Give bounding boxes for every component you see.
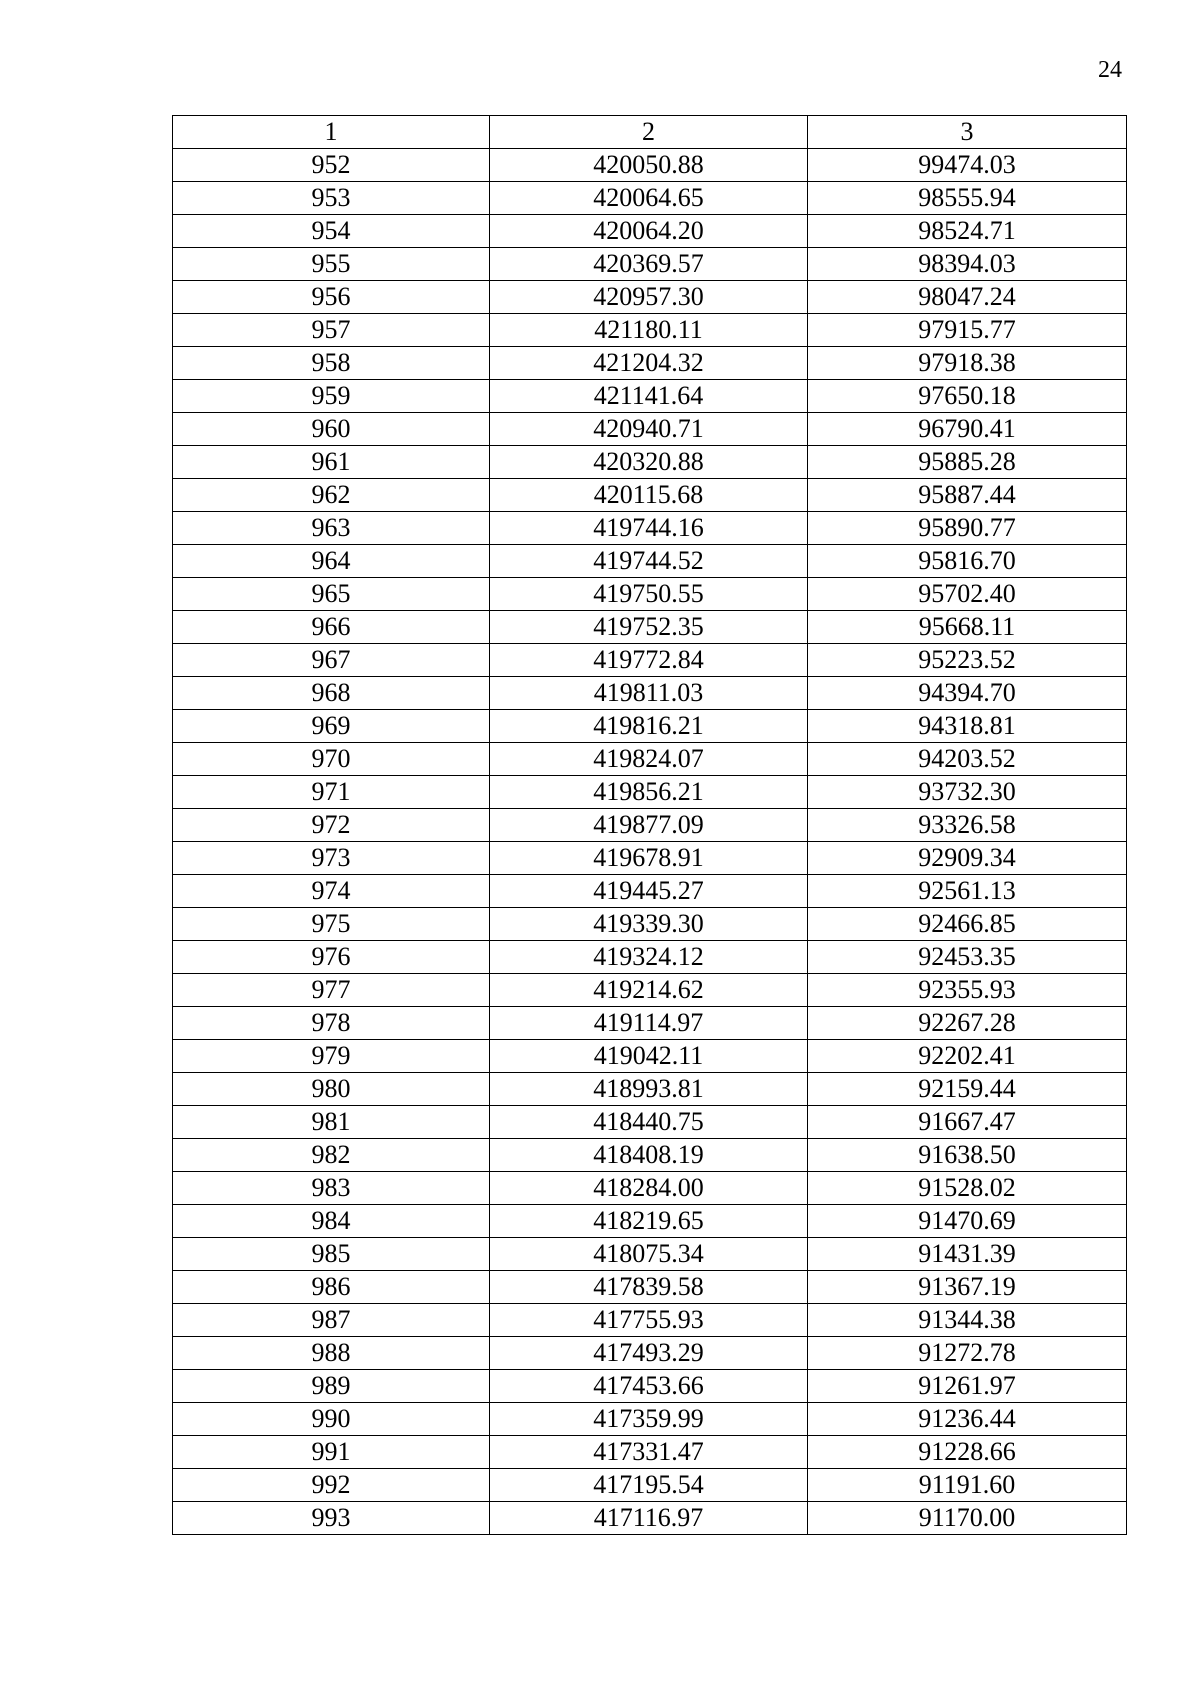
coordinate-x-cell: 419114.97 <box>490 1007 808 1040</box>
coordinate-x-cell: 420369.57 <box>490 248 808 281</box>
coordinate-x-cell: 417453.66 <box>490 1370 808 1403</box>
point-number-cell: 972 <box>173 809 490 842</box>
coordinate-x-cell: 419752.35 <box>490 611 808 644</box>
coordinate-x-cell: 419877.09 <box>490 809 808 842</box>
coordinate-y-cell: 94394.70 <box>808 677 1127 710</box>
coordinate-x-cell: 418219.65 <box>490 1205 808 1238</box>
point-number-cell: 968 <box>173 677 490 710</box>
point-number-cell: 973 <box>173 842 490 875</box>
coordinate-y-cell: 91431.39 <box>808 1238 1127 1271</box>
coordinate-y-cell: 95885.28 <box>808 446 1127 479</box>
point-number-cell: 977 <box>173 974 490 1007</box>
coordinate-x-cell: 420064.65 <box>490 182 808 215</box>
coordinate-y-cell: 95668.11 <box>808 611 1127 644</box>
coordinate-x-cell: 419750.55 <box>490 578 808 611</box>
point-number-cell: 956 <box>173 281 490 314</box>
coordinate-x-cell: 418993.81 <box>490 1073 808 1106</box>
point-number-cell: 971 <box>173 776 490 809</box>
coordinate-x-cell: 417195.54 <box>490 1469 808 1502</box>
coordinate-x-cell: 419042.11 <box>490 1040 808 1073</box>
table-row <box>173 611 1127 644</box>
table-row <box>173 545 1127 578</box>
table-row <box>173 248 1127 281</box>
coordinate-y-cell: 97915.77 <box>808 314 1127 347</box>
coordinate-y-cell: 91367.19 <box>808 1271 1127 1304</box>
coordinate-y-cell: 92466.85 <box>808 908 1127 941</box>
table-row <box>173 1370 1127 1403</box>
table-row <box>173 1040 1127 1073</box>
column-header-2: 2 <box>490 116 808 149</box>
table-row <box>173 215 1127 248</box>
point-number-cell: 980 <box>173 1073 490 1106</box>
table-row <box>173 1172 1127 1205</box>
point-number-cell: 990 <box>173 1403 490 1436</box>
point-number-cell: 961 <box>173 446 490 479</box>
coordinate-y-cell: 93326.58 <box>808 809 1127 842</box>
point-number-cell: 988 <box>173 1337 490 1370</box>
coordinate-y-cell: 92561.13 <box>808 875 1127 908</box>
table-row <box>173 677 1127 710</box>
point-number-cell: 981 <box>173 1106 490 1139</box>
point-number-cell: 954 <box>173 215 490 248</box>
point-number-cell: 992 <box>173 1469 490 1502</box>
coordinate-y-cell: 91344.38 <box>808 1304 1127 1337</box>
point-number-cell: 959 <box>173 380 490 413</box>
coordinate-x-cell: 417493.29 <box>490 1337 808 1370</box>
coordinate-x-cell: 419816.21 <box>490 710 808 743</box>
coordinate-y-cell: 94318.81 <box>808 710 1127 743</box>
coordinate-y-cell: 91261.97 <box>808 1370 1127 1403</box>
coordinate-y-cell: 92355.93 <box>808 974 1127 1007</box>
table-row <box>173 380 1127 413</box>
table-row <box>173 1337 1127 1370</box>
table-row <box>173 974 1127 1007</box>
coordinate-x-cell: 420115.68 <box>490 479 808 512</box>
table-row <box>173 413 1127 446</box>
coordinate-y-cell: 98524.71 <box>808 215 1127 248</box>
coordinate-y-cell: 91470.69 <box>808 1205 1127 1238</box>
point-number-cell: 965 <box>173 578 490 611</box>
table-row <box>173 281 1127 314</box>
point-number-cell: 955 <box>173 248 490 281</box>
coordinate-y-cell: 91667.47 <box>808 1106 1127 1139</box>
coordinate-x-cell: 420050.88 <box>490 149 808 182</box>
coordinate-y-cell: 92267.28 <box>808 1007 1127 1040</box>
point-number-cell: 970 <box>173 743 490 776</box>
table-row <box>173 776 1127 809</box>
point-number-cell: 964 <box>173 545 490 578</box>
point-number-cell: 967 <box>173 644 490 677</box>
coordinate-x-cell: 421180.11 <box>490 314 808 347</box>
coordinate-x-cell: 420940.71 <box>490 413 808 446</box>
coordinate-y-cell: 91236.44 <box>808 1403 1127 1436</box>
coordinate-x-cell: 417755.93 <box>490 1304 808 1337</box>
coordinate-x-cell: 419772.84 <box>490 644 808 677</box>
coordinate-y-cell: 91228.66 <box>808 1436 1127 1469</box>
coordinate-y-cell: 91528.02 <box>808 1172 1127 1205</box>
coordinate-y-cell: 97650.18 <box>808 380 1127 413</box>
point-number-cell: 976 <box>173 941 490 974</box>
table-row <box>173 578 1127 611</box>
coordinate-x-cell: 419678.91 <box>490 842 808 875</box>
point-number-cell: 978 <box>173 1007 490 1040</box>
point-number-cell: 963 <box>173 512 490 545</box>
coordinate-y-cell: 93732.30 <box>808 776 1127 809</box>
table-row <box>173 941 1127 974</box>
coordinate-x-cell: 419324.12 <box>490 941 808 974</box>
point-number-cell: 952 <box>173 149 490 182</box>
coordinate-y-cell: 92202.41 <box>808 1040 1127 1073</box>
table-row <box>173 512 1127 545</box>
coordinate-y-cell: 92159.44 <box>808 1073 1127 1106</box>
coordinate-x-cell: 418284.00 <box>490 1172 808 1205</box>
table-row <box>173 1238 1127 1271</box>
coordinate-x-cell: 419856.21 <box>490 776 808 809</box>
coordinate-y-cell: 91170.00 <box>808 1502 1127 1535</box>
table-row <box>173 644 1127 677</box>
point-number-cell: 969 <box>173 710 490 743</box>
coordinate-x-cell: 420320.88 <box>490 446 808 479</box>
coordinate-x-cell: 420064.20 <box>490 215 808 248</box>
point-number-cell: 962 <box>173 479 490 512</box>
point-number-cell: 953 <box>173 182 490 215</box>
coordinate-y-cell: 95816.70 <box>808 545 1127 578</box>
table-row <box>173 446 1127 479</box>
coordinate-y-cell: 94203.52 <box>808 743 1127 776</box>
coordinate-x-cell: 421204.32 <box>490 347 808 380</box>
point-number-cell: 993 <box>173 1502 490 1535</box>
coordinate-x-cell: 418408.19 <box>490 1139 808 1172</box>
table-row <box>173 1502 1127 1535</box>
column-header-1: 1 <box>173 116 490 149</box>
point-number-cell: 985 <box>173 1238 490 1271</box>
coordinate-x-cell: 417116.97 <box>490 1502 808 1535</box>
coordinate-y-cell: 99474.03 <box>808 149 1127 182</box>
coordinate-y-cell: 91638.50 <box>808 1139 1127 1172</box>
coordinate-y-cell: 92453.35 <box>808 941 1127 974</box>
coordinate-y-cell: 95702.40 <box>808 578 1127 611</box>
table-header <box>173 116 1127 149</box>
point-number-cell: 958 <box>173 347 490 380</box>
coordinates-table <box>172 115 1127 1535</box>
coordinate-x-cell: 418075.34 <box>490 1238 808 1271</box>
table-row <box>173 347 1127 380</box>
table-row <box>173 1271 1127 1304</box>
coordinate-x-cell: 417359.99 <box>490 1403 808 1436</box>
point-number-cell: 991 <box>173 1436 490 1469</box>
table-row <box>173 1073 1127 1106</box>
table-row <box>173 809 1127 842</box>
point-number-cell: 960 <box>173 413 490 446</box>
coordinate-x-cell: 417331.47 <box>490 1436 808 1469</box>
table-row <box>173 875 1127 908</box>
point-number-cell: 987 <box>173 1304 490 1337</box>
table-row <box>173 314 1127 347</box>
point-number-cell: 975 <box>173 908 490 941</box>
coordinate-x-cell: 417839.58 <box>490 1271 808 1304</box>
coordinate-x-cell: 419744.16 <box>490 512 808 545</box>
table-row <box>173 1106 1127 1139</box>
point-number-cell: 974 <box>173 875 490 908</box>
coordinate-x-cell: 419744.52 <box>490 545 808 578</box>
coordinate-y-cell: 98047.24 <box>808 281 1127 314</box>
table-row <box>173 1304 1127 1337</box>
coordinate-x-cell: 420957.30 <box>490 281 808 314</box>
coordinate-x-cell: 418440.75 <box>490 1106 808 1139</box>
point-number-cell: 986 <box>173 1271 490 1304</box>
coordinate-y-cell: 97918.38 <box>808 347 1127 380</box>
coordinate-x-cell: 419811.03 <box>490 677 808 710</box>
table-row <box>173 1007 1127 1040</box>
coordinate-y-cell: 92909.34 <box>808 842 1127 875</box>
table-row <box>173 710 1127 743</box>
table-row <box>173 1469 1127 1502</box>
table-row <box>173 182 1127 215</box>
table-row <box>173 1139 1127 1172</box>
table-row <box>173 1436 1127 1469</box>
coordinate-y-cell: 91191.60 <box>808 1469 1127 1502</box>
table-body <box>173 149 1127 1535</box>
table-row <box>173 842 1127 875</box>
table-header-row <box>173 116 1127 149</box>
point-number-cell: 982 <box>173 1139 490 1172</box>
coordinate-y-cell: 98394.03 <box>808 248 1127 281</box>
table-row <box>173 149 1127 182</box>
coordinate-y-cell: 95887.44 <box>808 479 1127 512</box>
coordinate-x-cell: 419824.07 <box>490 743 808 776</box>
point-number-cell: 984 <box>173 1205 490 1238</box>
point-number-cell: 957 <box>173 314 490 347</box>
table-row <box>173 1403 1127 1436</box>
coordinate-x-cell: 419445.27 <box>490 875 808 908</box>
coordinate-y-cell: 96790.41 <box>808 413 1127 446</box>
coordinate-x-cell: 421141.64 <box>490 380 808 413</box>
coordinate-y-cell: 98555.94 <box>808 182 1127 215</box>
coordinate-y-cell: 91272.78 <box>808 1337 1127 1370</box>
table-row <box>173 908 1127 941</box>
point-number-cell: 989 <box>173 1370 490 1403</box>
point-number-cell: 979 <box>173 1040 490 1073</box>
point-number-cell: 966 <box>173 611 490 644</box>
column-header-3: 3 <box>808 116 1127 149</box>
coordinate-y-cell: 95223.52 <box>808 644 1127 677</box>
page-number: 24 <box>1098 57 1122 83</box>
point-number-cell: 983 <box>173 1172 490 1205</box>
coordinate-y-cell: 95890.77 <box>808 512 1127 545</box>
table-row <box>173 1205 1127 1238</box>
table-row <box>173 479 1127 512</box>
coordinate-x-cell: 419339.30 <box>490 908 808 941</box>
table-row <box>173 743 1127 776</box>
coordinate-x-cell: 419214.62 <box>490 974 808 1007</box>
